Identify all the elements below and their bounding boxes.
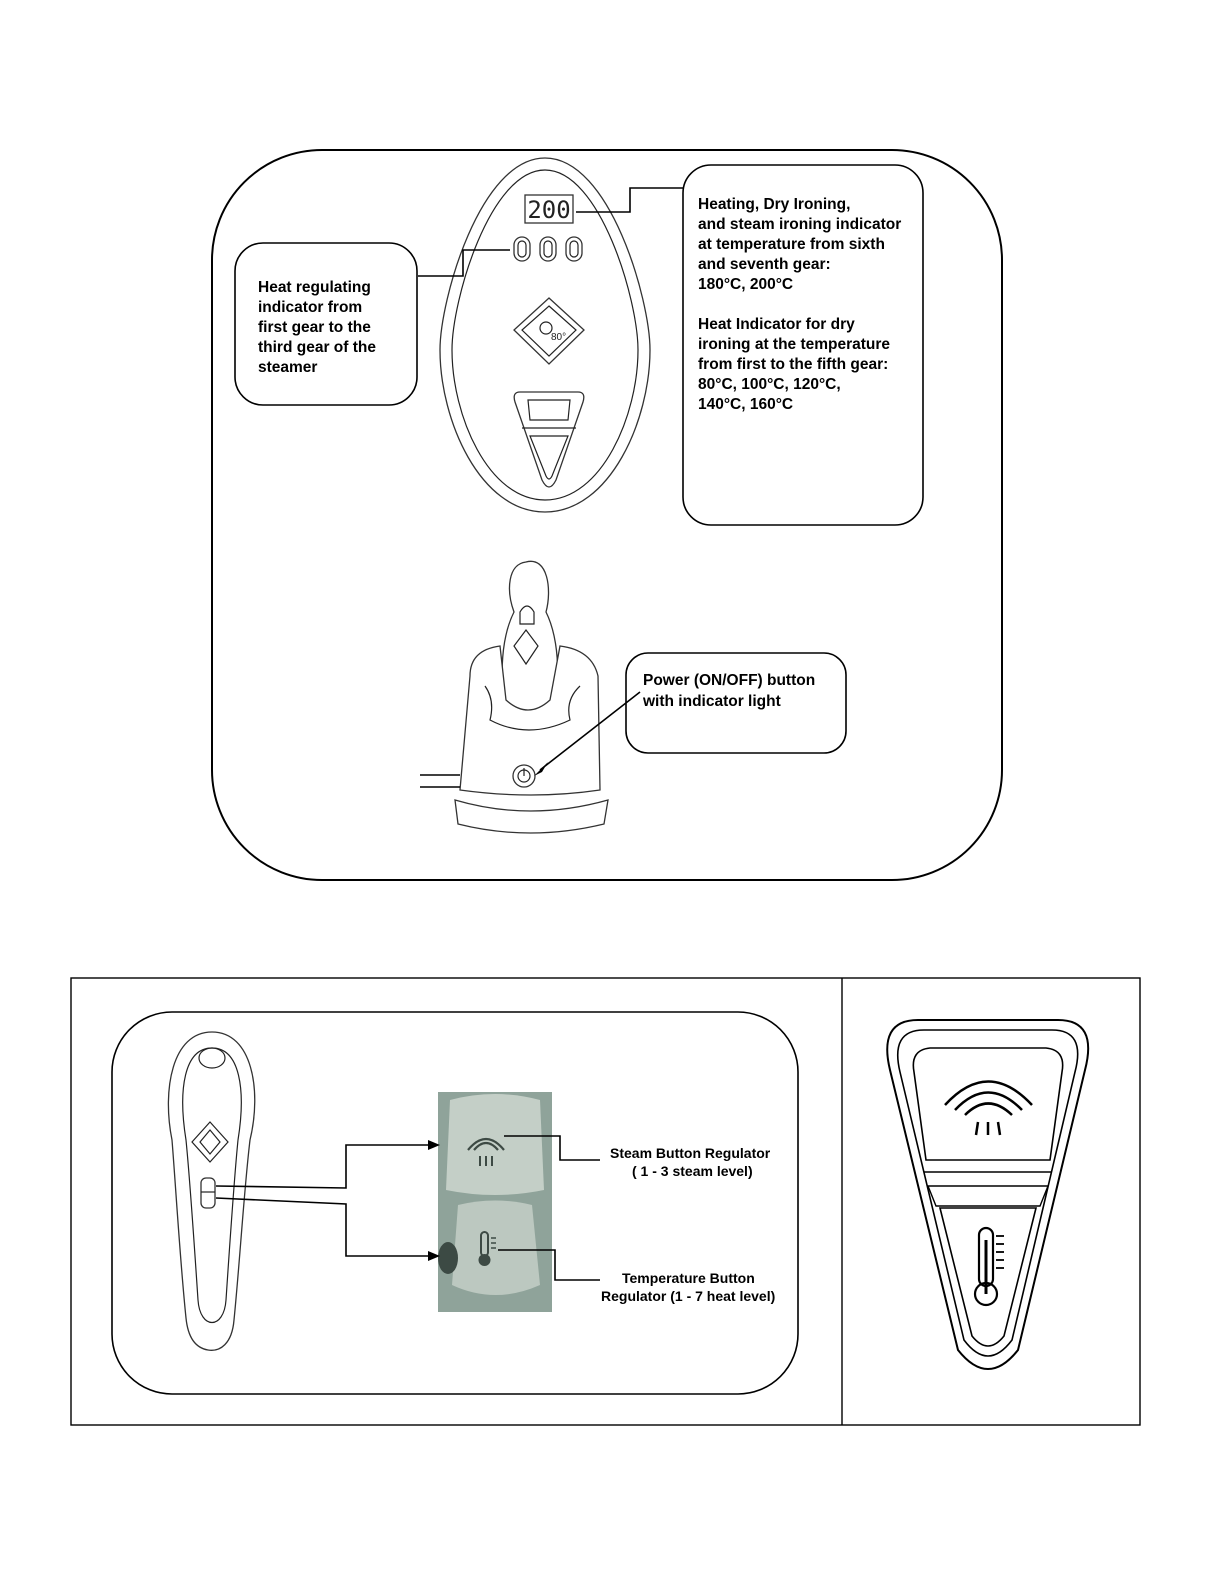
callout-left-line-3: first gear to the [258,319,371,336]
callout-power-line-1: Power (ON/OFF) button [643,672,816,689]
steam-label-line-1: Steam Button Regulator [610,1145,771,1161]
callout-right-p2-line-5: 140°C, 160°C [698,396,794,413]
handle-drawing [168,1032,254,1350]
callout-left-line-4: third gear of the [258,339,376,356]
control-panel-drawing [440,158,650,512]
callout-left-line-5: steamer [258,359,318,376]
callout-right-p1-line-5: 180°C, 200°C [698,276,794,293]
display-reading: 200 [527,196,571,224]
callout-right-p1-line-2: and steam ironing indicator [698,216,902,233]
steamer-base-drawing [420,561,608,833]
temp-label-line-2: Regulator (1 - 7 heat level) [601,1288,776,1304]
bottom-labels [601,1145,775,1304]
steam-label-line-2: ( 1 - 3 steam level) [632,1163,753,1179]
callout-right-p1-line-3: at temperature from sixth [698,236,885,253]
button-photo [438,1092,552,1312]
callout-left-line-1: Heat regulating [258,279,371,296]
callout-right-p2-line-3: from first to the fifth gear: [698,356,889,373]
indicator-lights [514,237,582,261]
callout-power-line-2: with indicator light [643,693,781,710]
handle-trigger-icon [201,1178,215,1208]
dial-reading: 80° [551,332,567,343]
callout-right-p1-line-1: Heating, Dry Ironing, [698,196,851,213]
callout-right-p2-line-4: 80°C, 100°C, 120°C, [698,376,841,393]
arrow-to-temp-line [216,1198,432,1256]
temp-label-line-1: Temperature Button [622,1270,755,1286]
callout-right-p2-line-1: Heat Indicator for dry [698,316,855,333]
callout-left-line-2: indicator from [258,299,363,316]
callout-right-p2-line-2: ironing at the temperature [698,336,891,353]
button-closeup [887,1020,1088,1369]
callout-right-p1-line-4: and seventh gear: [698,256,831,273]
